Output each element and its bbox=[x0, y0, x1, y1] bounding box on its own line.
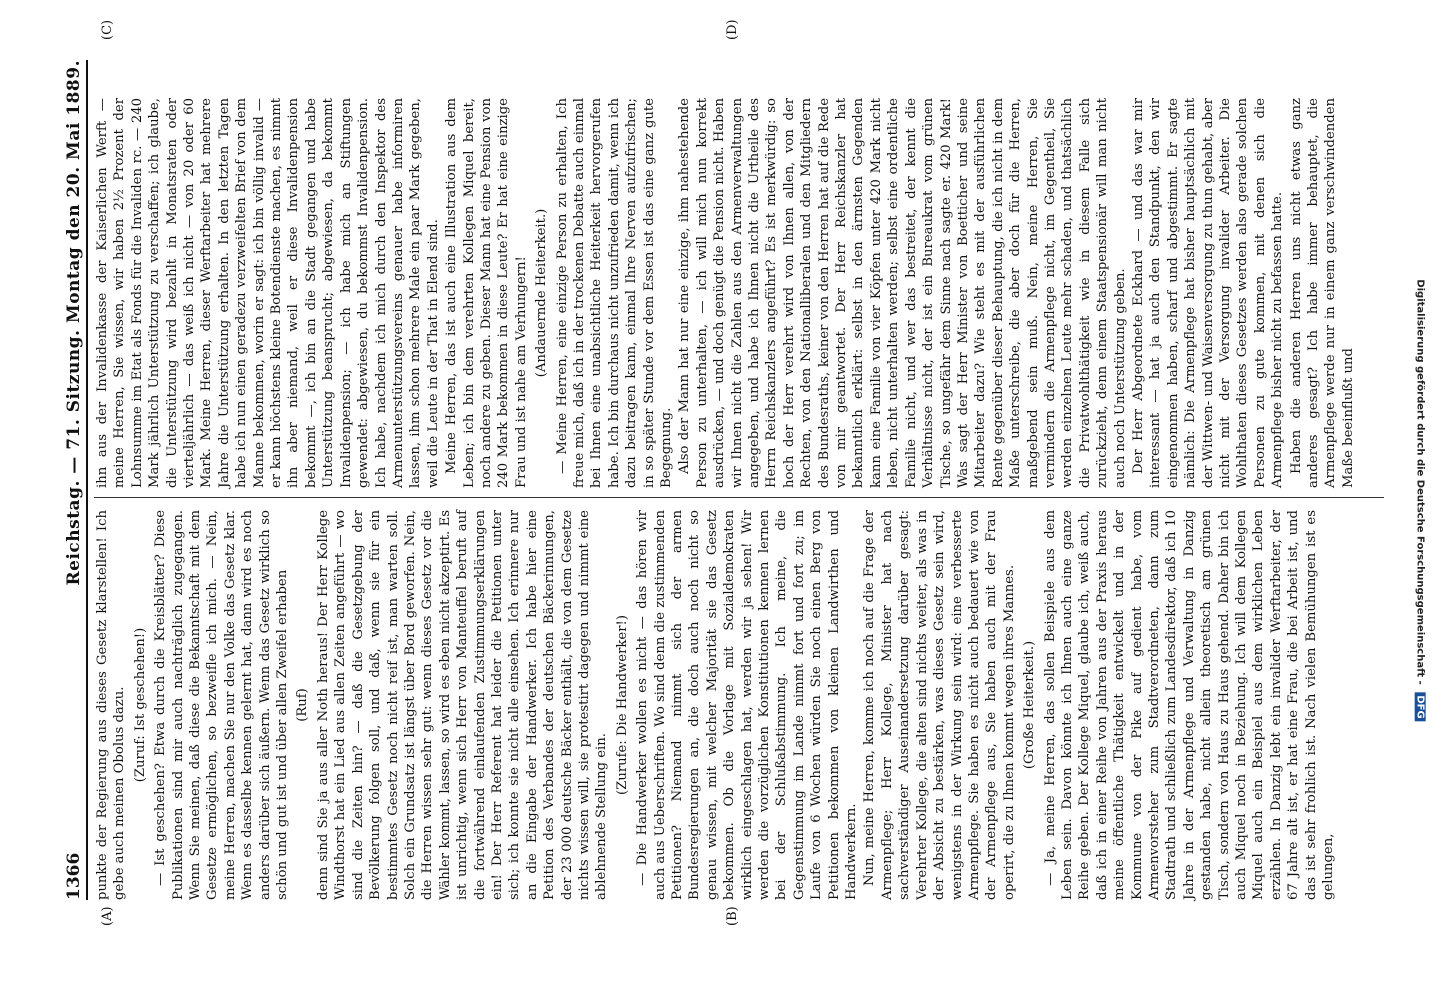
paragraph: ihn aus der Invalidenkasse der Kaiserlichen Werft — meine Herren, Sie wissen, wir haben 2½ Prozent der Lohnsumme im Etat als Fonds für die Invaliden rc. — 240 Mark jährlich Unterstützung zu verschaffen; ich glaube, die Unterstützung wird bezahlt in Monatsraten oder vierteljährlich — das weiß ich nicht — von 20 oder 60 Mark. Meine Herren, dieser Werftarbeiter hat mehrere Jahre die Unterstützung erhalten. In den letzten Tagen habe ich nun einen geradezu verzweifelten Brief von dem Manne bekommen, worin er sagt: ich bin völlig invalid — er kann höchstens kleine Botendienste machen, es nimmt ihn aber niemand, weil er diese Invalidenpension bekommt —, ich bin an die Stadt gegangen und habe Unterstützung beansprucht; abgewiesen, da bekommt Invalidenpension; — ich habe mich an Stiftungen gewendet: abgewiesen, du bekommst Invalidenpension. Ich habe, nachdem ich mich durch den Inspektor des Armenunterstützungsvereins genauer habe informiren lassen, ihm schon mehrere Male ein paar Mark gegeben, weil die Leute in der That in Elend sind. bbox=[95, 98, 441, 488]
paragraph: Der Herr Abgeordnete Eckhard — und das war mir interessant — hat ja auch den Standpunkt, den wir eingenommen haben, scharf und abgestimmt. Er sagte nämlich: Die Armenpflege hat bisher hauptsächlich mit der Wittwen- und Waisenversorgung zu thun gehabt, aber nicht mit der Versorgung invalider Arbeiter. Die Wohlthaten dieses Gesetzes werden also gerade solchen Personen zu gute kommen, mit denen sich die Armenpflege bisher nicht zu befassen hatte. bbox=[1130, 98, 1286, 488]
column-divider bbox=[94, 497, 1384, 498]
margin-marker-c: (C) bbox=[100, 19, 115, 40]
stage-direction: (Zurufe: Die Handwerker!) bbox=[614, 615, 630, 795]
dfg-badge: DFG bbox=[1415, 692, 1426, 721]
paragraph: — Ist geschehen? Etwa durch die Kreisblätter? Diese Publikationen sind mir auch nachträglich zugegangen. Wenn Sie meinen, daß diese die Bekanntschaft mit dem Gesetze ermöglichen, so bezweifle ich mich. — Nein, meine Herren, machen Sie nur den Volke das Gesetz klar. Wenn es dasselbe kennen gelernt hat, dann wird es noch anders darüber sich äußern. Wenn das Gesetz wirklich so schön und gut ist und über allen Zweifel erhaben bbox=[153, 510, 291, 900]
stage-direction: (Ruf) bbox=[295, 688, 311, 722]
paragraph: Also der Mann hat nur eine einzige, ihm nahestehende Person zu unterhalten, — ich will mich nun korrekt ausdrücken, — und doch genügt die Pension nicht. Haben wir Ihnen nicht die Zahlen aus den Armenverwaltungen angegeben, und habe ich Ihnen nicht die Urtheile des Herrn Reichskanzlers angeführt? Es ist merkwürdig: so hoch der Herr verehrt wird von Ihnen allen, von der Rechten, von den Nationalliberalen und den Mitgliedern des Bundesraths, keiner von den Herren hat auf die Rede von mir geantwortet. Der Herr Reichskanzler hat bekanntlich erklärt: selbst in den ärmsten Gegenden kann eine Familie von vier Köpfen unter 420 Mark nicht leben, nicht unterhalten werden; selbst eine ordentliche Familie nicht, und wer das bestreitet, der kennt die Verhältnisse nicht, der ist ein Bureaukrat vom grünen Tische, so ungefähr dem Sinne nach sagte er. 420 Mark! Was sagt der Herr Minister von Boetticher und seine Mitarbeiter dazu? Wie steht es mit der ausführlichen Rente gegenüber dieser Behauptung, die ich nicht in dem Maße unterschreibe, die aber doch für die Herren, maßgebend sein muß. Nein, meine Herren, Sie vermindern die Armenpflege nicht, im Gegentheil, Sie werden einzelnen Leute mehr schaden, und thatsächlich die Privatwohlthätigkeit wie in diesem Falle sich zurückzieht, denn einem Staatspensionär will man nicht auch noch Unterstützung geben. bbox=[677, 98, 1128, 488]
left-column bbox=[94, 510, 1338, 900]
paragraph: denn sind Sie ja aus aller Noth heraus! Der Herr Kollege Windthorst hat ein Lied aus allen Zeiten angeführt — wo sind die Zeiten hin? — daß die Gesetzgebung der Bevölkerung folgen soll, und daß, wenn sie für ein bestimmtes Gesetz noch nicht reif ist, man warten soll. Solch ein Grundsatz ist längst über Bord geworfen. Nein, die Herren wissen sehr gut: wenn dieses Gesetz vor die Wähler kommt, lassen, so wird es eben nicht akzeptirt. Es ist unrichtig, wenn sich Herr von Manteuffel beruft auf die fortwährend einlaufenden Zustimmungserklärungen ein! Der Herr Referent hat leider die Petitionen unter sich; ich konnte sie nicht alle einsehen. Ich erinnere nur an die Eingabe der Handwerker. Ich habe hier eine Petition des Verbandes der deutschen Bäckerinnungen, der 23 000 deutsche Bäcker enthält, die von dem Gesetze nichts wissen will, sie protestirt dagegen und nimmt eine ablehnende Stellung ein. bbox=[315, 510, 610, 900]
stage-direction: (Andauernde Heiterkeit.) bbox=[534, 208, 550, 378]
page-number: 1366 bbox=[64, 852, 84, 900]
paragraph: — Die Handwerker wollen es nicht — das hören wir auch aus Ueberschriften. Wo sind denn die zustimmenden Petitionen? Niemand nimmt sich der armen Bundesregierungen an, die doch auch noch nicht so genau wissen, mit welcher Majorität sie das Gesetz bekommen. Ob die Vorlage mit Sozialdemokraten wirklich eingeschlagen hat, werden wir ja sehen! Wir werden die vorzüglichen Konstitutionen kennen lernen bei der Schlußabstimmung. Ich meine, die Gegenstimmung im Lande nimmt fort und fort zu; im Laufe von 6 Wochen würden Sie noch einen Berg von Petitionen bekommen von kleinen Landwirthen und Handwerkern. bbox=[635, 510, 860, 900]
stage-direction: (Zuruf: Ist geschehen!) bbox=[132, 627, 148, 783]
paragraph: Meine Herren, das ist auch eine Illustration aus dem Leben; ich bin dem verehrten Kollegen Miquel bereit, noch andere zu geben. Dieser Mann hat eine Pension von 240 Mark bekommen in diese Leute? Er hat eine einzige Frau und ist nahe am Verhungern! bbox=[444, 98, 529, 488]
stage-direction: (Große Heiterkeit.) bbox=[1022, 640, 1038, 770]
paragraph: — Ja, meine Herren, das sollen Beispiele aus dem Leben sein. Davon könnte ich Ihnen auch eine ganze Reihe geben. Der Kollege Miquel, glaube ich, weiß auch, daß ich in einer Reihe von Jahren aus der Praxis heraus meine öffentliche Thätigkeit entwickelt und in der Kommune von der Pike auf gedient habe, vom Armenvorsteher zum Stadtverordneten, dann zum Stadtrath und schließlich zum Landesdirektor, daß ich 10 Jahre in der Armenpflege und Verwaltung in Danzig gestanden habe, nicht allein theoretisch am grünen Tisch, sondern von Haus zu Haus gehend. Daher bin ich auch Miquel noch in Beziehung. Ich will dem Kollegen Miquel auch ein Beispiel aus dem wirklichen Leben erzählen. In Danzig lebt ein invalider Werftarbeiter, der 67 Jahre alt ist, er hat eine Frau, die bei Arbeit ist, und das ist sehr frohlich ist. Nach vielen Bemühungen ist es gelungen, bbox=[1042, 510, 1337, 900]
paragraph: Nun, meine Herren, komme ich noch auf die Frage der Armenpflege; Herr Kollege, Minister hat nach sachverständiger Auseinandersetzung darüber gesagt: Verehrter Kollege, die alten sind nichts weiter, als was in der Absicht zu bestärken, was dieses Gesetz sein wird, wenigstens in der Wirkung sein wird: eine verbesserte Armenpflege. Sie haben es nicht auch bedauert wie von der Armenpflege aus, Sie haben auch mit der Frau operirt, die zu Ihnen kommt wegen ihres Mannes. bbox=[862, 510, 1017, 900]
running-title: Reichstag. — 71. Sitzung. Montag den 20. Mai 1889. bbox=[64, 60, 84, 586]
paragraph: punkte der Regierung aus dieses Gesetz klarstellen! Ich gebe auch meinen Obolus dazu. bbox=[95, 510, 128, 900]
digitization-note bbox=[1408, 0, 1432, 1000]
digitization-text: Digitalisierung gefördert durch die Deutsche Forschungsgemeinschaft - bbox=[1414, 278, 1426, 685]
paragraph: — Meine Herren, eine einzige Person zu erhalten, Ich freue mich, daß ich in der trockenen Debatte auch einmal bei Ihnen eine unabsichtliche Heiterkeit hervorgerufen habe. Ich bin durchaus nicht unzufrieden damit, wenn ich dazu beitragen kann, einmal Ihre Nerven aufzufrischen; in so später Stunde vor dem Essen ist das eine ganz gute Begegnung. bbox=[554, 98, 674, 488]
paragraph: Haben die anderen Herren uns nicht etwas ganz anderes gesagt? Ich habe immer behauptet, die Armenpflege werde nur in einem ganz verschwindenden Maße beeinflußt und bbox=[1288, 98, 1356, 488]
margin-marker-a: (A) bbox=[100, 906, 115, 926]
margin-marker-d: (D) bbox=[725, 19, 740, 40]
margin-marker-b: (B) bbox=[725, 906, 740, 926]
running-head bbox=[58, 60, 84, 900]
header-rule bbox=[86, 60, 88, 900]
right-column bbox=[94, 98, 1358, 488]
